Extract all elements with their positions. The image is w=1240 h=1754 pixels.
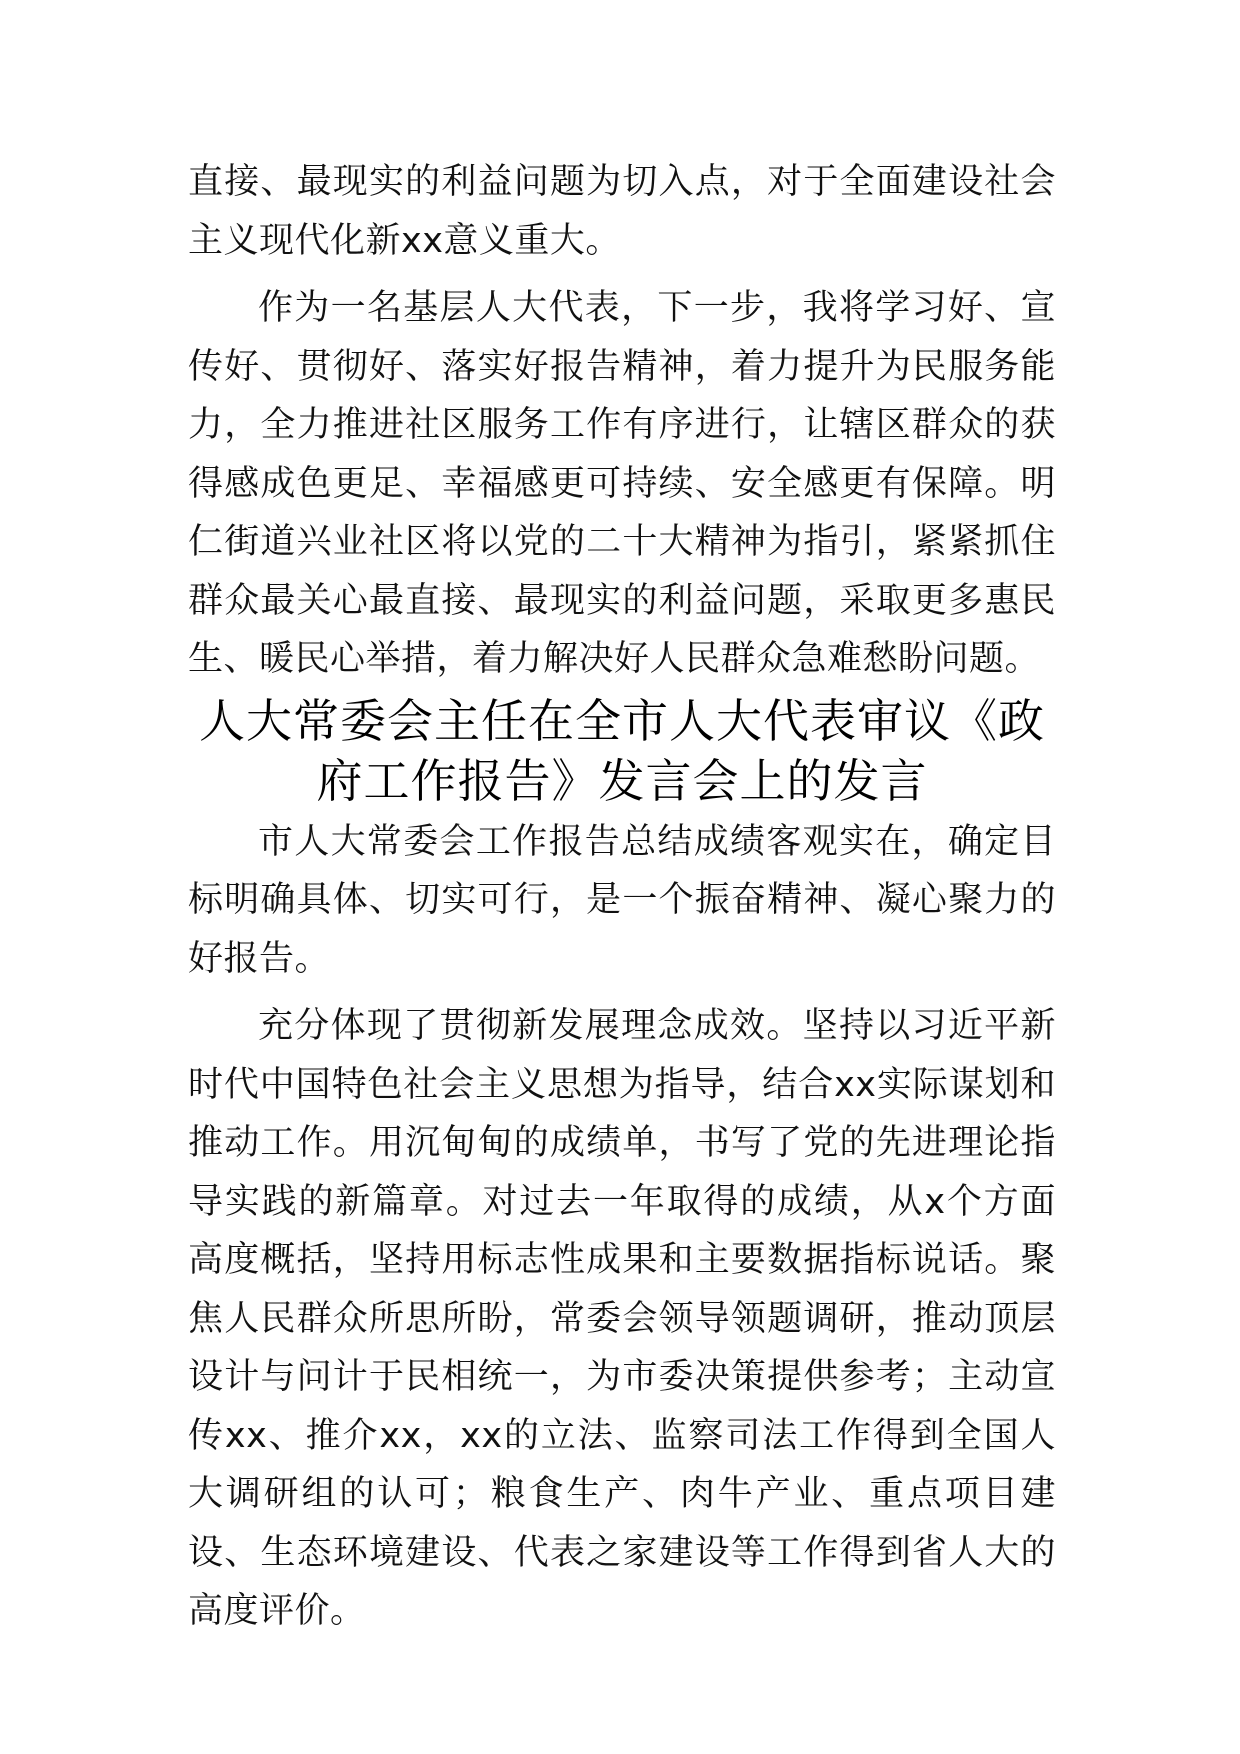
heading-line-1: 人大常委会主任在全市人大代表审议《政 <box>199 693 1045 748</box>
paragraph-2: 市人大常委会工作报告总结成绩客观实在，确定目标明确具体、切实可行，是一个振奋精神、凝心聚力的好报告。 <box>188 821 1056 979</box>
heading-line-2: 府工作报告》发言会上的发言 <box>316 753 928 808</box>
paragraph-1: 作为一名基层人大代表，下一步，我将学习好、宣传好、贯彻好、落实好报告精神，着力提升为民服务能力，全力推进社区服务工作有序进行，让辖区群众的获得感成色更足、幸福感更可持续、安全感更有保障。明仁街道兴业社区将以党的二十大精神为指引，紧紧抓住群众最关心最直接、最现实的利益问题，采取更多惠民生、暖民心举措，着力解决好人民群众急难愁盼问题。 <box>188 288 1056 679</box>
paragraph-3: 充分体现了贯彻新发展理念成效。坚持以习近平新时代中国特色社会主义思想为指导，结合xx实际谋划和推动工作。用沉甸甸的成绩单，书写了党的先进理论指导实践的新篇章。对过去一年取得的成绩，从x个方面高度概括，坚持用标志性成果和主要数据指标说话。聚焦人民群众所思所盼，常委会领导领题调研，推动顶层设计与问计于民相统一，为市委决策提供参考；主动宣传xx、推介xx，xx的立法、监察司法工作得到全国人大调研组的认可；粮食生产、肉牛产业、重点项目建设、生态环境建设、代表之家建设等工作得到省人大的高度评价。 <box>188 1006 1056 1631</box>
continued-paragraph: 直接、最现实的利益问题为切入点，对于全面建设社会主义现代化新xx意义重大。 <box>188 162 1056 261</box>
section-heading <box>188 691 1056 811</box>
document-page <box>188 153 1056 1641</box>
